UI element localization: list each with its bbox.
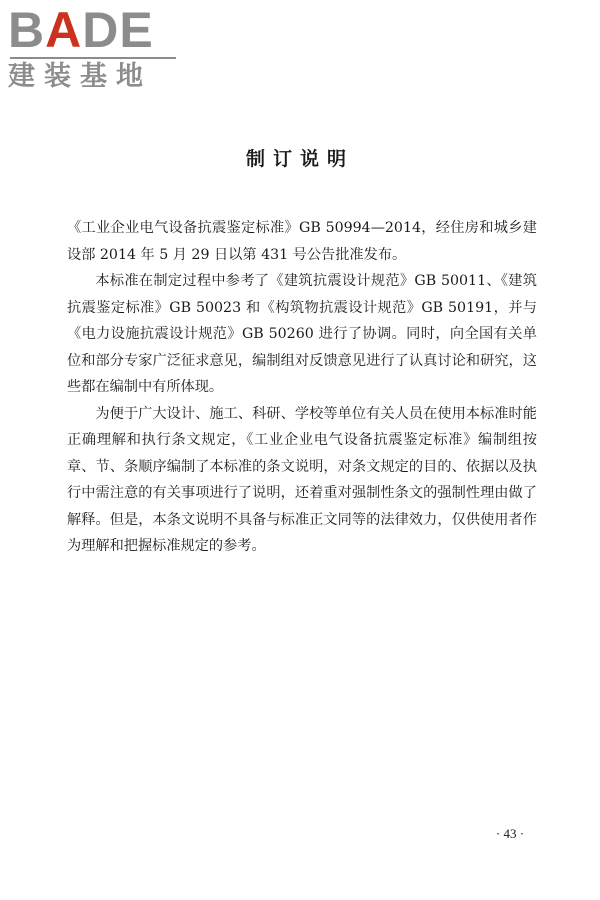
body-paragraph: 《工业企业电气设备抗震鉴定标准》GB 50994—2014，经住房和城乡建设部 2014 年 5 月 29 日以第 431 号公告批准发布。 bbox=[67, 220, 537, 263]
page-number: · 43 · bbox=[495, 826, 525, 841]
page-title: 制订说明 bbox=[245, 148, 354, 170]
logo-wordmark-part: B bbox=[8, 2, 46, 58]
logo-wordmark bbox=[8, 4, 180, 56]
body-paragraph: 为便于广大设计、施工、科研、学校等单位有关人员在使用本标准时能正确理解和执行条文规定，《工业企业电气设备抗震鉴定标准》编制组按章、节、条顺序编制了本标准的条文说明，对条文规定的目的、依据以及执行中需注意的有关事项进行了说明，还着重对强制性条文的强制性理由做了解释。但是，本条文说明不具备与标准正文同等的法律效力，仅供使用者作为理解和把握标准规定的参考。 bbox=[67, 405, 537, 554]
document-body bbox=[67, 215, 537, 560]
bade-logo bbox=[8, 4, 180, 92]
logo-tagline: 建装基地 bbox=[8, 61, 152, 92]
logo-wordmark-accent: A bbox=[45, 2, 83, 58]
body-paragraph: 本标准在制定过程中参考了《建筑抗震设计规范》GB 50011、《建筑抗震鉴定标准》GB 50023 和《构筑物抗震设计规范》GB 50191，并与《电力设施抗震设计规范》GB 50260 进行了协调。同时，向全国有关单位和部分专家广泛征求意见，编制组对反馈意见进行了认真讨论和研究，这些都在编制中有所体现。 bbox=[67, 273, 537, 395]
logo-wordmark-part: DE bbox=[82, 2, 154, 58]
